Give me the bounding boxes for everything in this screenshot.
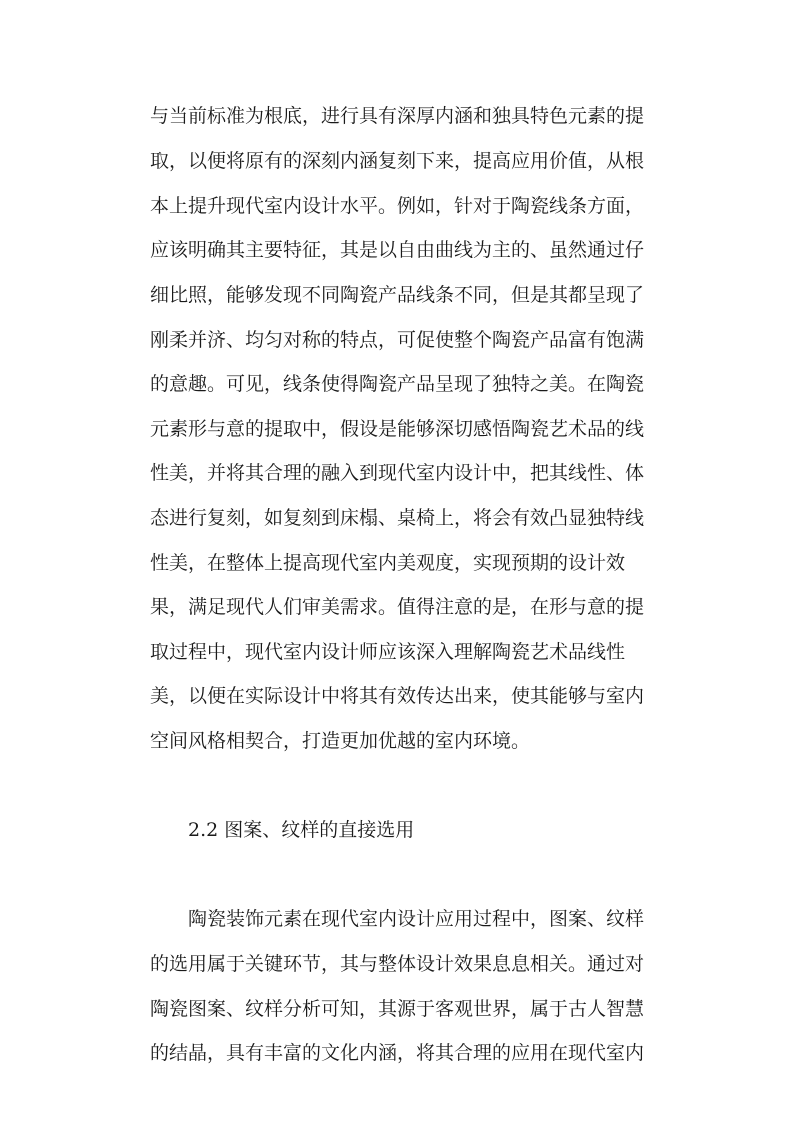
paragraph-line: 取，以便将原有的深刻内涵复刻下来，提高应用价值，从根 (150, 150, 645, 172)
paragraph-line: 性美，并将其合理的融入到现代室内设计中，把其线性、体 (150, 462, 645, 484)
paragraph-line: 陶瓷图案、纹样分析可知，其源于客观世界，属于古人智慧 (150, 998, 645, 1020)
section-heading: 2.2 图案、纹样的直接选用 (188, 819, 415, 841)
paragraph-line: 本上提升现代室内设计水平。例如，针对于陶瓷线条方面， (150, 195, 645, 217)
paragraph-line: 与当前标准为根底，进行具有深厚内涵和独具特色元素的提 (150, 105, 645, 127)
paragraph-line: 刚柔并济、均匀对称的特点，可促使整个陶瓷产品富有饱满 (150, 329, 645, 351)
paragraph-line: 的意趣。可见，线条使得陶瓷产品呈现了独特之美。在陶瓷 (150, 373, 645, 395)
paragraph-line: 的结晶，具有丰富的文化内涵，将其合理的应用在现代室内 (150, 1042, 645, 1064)
paragraph-line: 态进行复刻，如复刻到床榻、桌椅上，将会有效凸显独特线 (150, 507, 645, 529)
paragraph-line: 美，以便在实际设计中将其有效传达出来，使其能够与室内 (150, 685, 645, 707)
paragraph-line: 性美，在整体上提高现代室内美观度，实现预期的设计效 (150, 552, 626, 574)
paragraph-line: 空间风格相契合，打造更加优越的室内环境。 (150, 730, 531, 752)
paragraph-line: 的选用属于关键环节，其与整体设计效果息息相关。通过对 (150, 953, 645, 975)
paragraph-line: 细比照，能够发现不同陶瓷产品线条不同，但是其都呈现了 (150, 284, 645, 306)
paragraph-line: 元素形与意的提取中，假设是能够深切感悟陶瓷艺术品的线 (150, 418, 645, 440)
paragraph-line: 应该明确其主要特征，其是以自由曲线为主的、虽然通过仔 (150, 239, 645, 261)
paragraph-line: 陶瓷装饰元素在现代室内设计应用过程中，图案、纹样 (188, 908, 645, 930)
paragraph-line: 果，满足现代人们审美需求。值得注意的是，在形与意的提 (150, 596, 645, 618)
paragraph-line: 取过程中，现代室内设计师应该深入理解陶瓷艺术品线性 (150, 641, 626, 663)
